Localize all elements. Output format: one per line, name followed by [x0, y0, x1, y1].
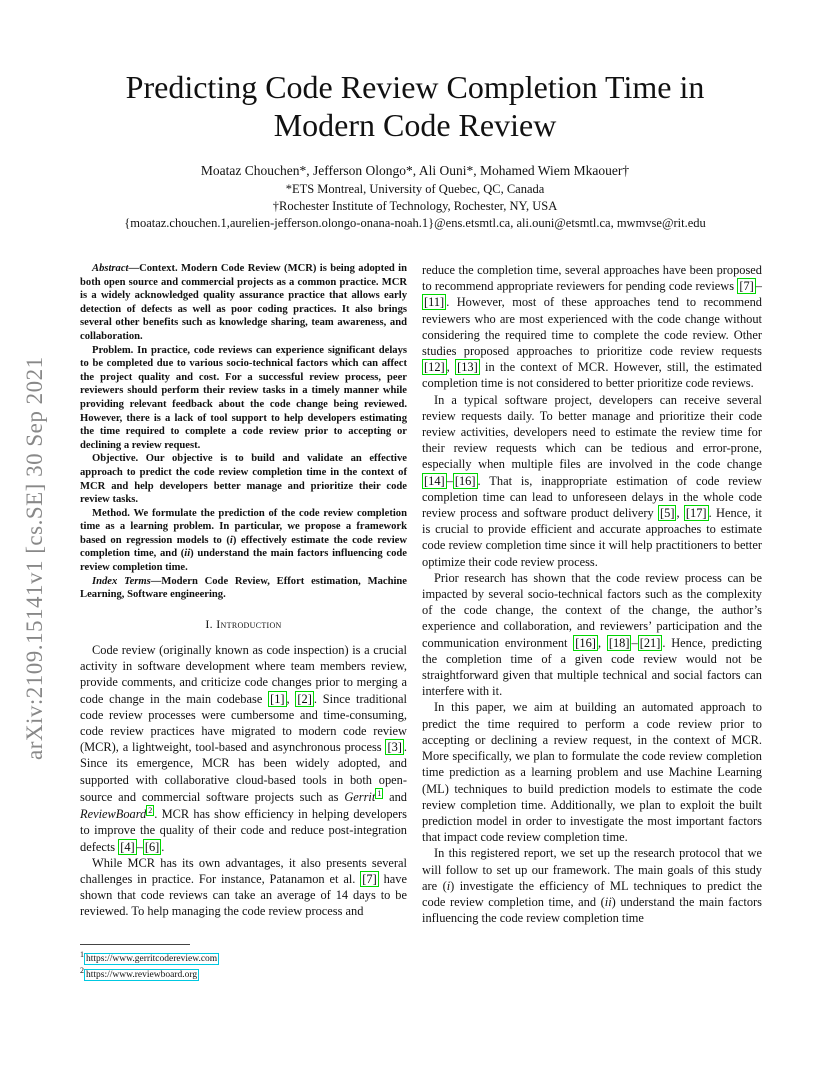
introduction-left	[80, 642, 407, 920]
citation-link[interactable]: [3]	[387, 740, 402, 755]
abstract-objective: Objective. Our objective is to build and validate an effective approach to predict the code review completion time in the context of MCR and help developers better manage and prioritize their code review tasks.	[80, 453, 407, 506]
citation-link[interactable]: [7]	[739, 279, 754, 294]
citation-link[interactable]: [5]	[660, 506, 675, 521]
index-terms-label: Index Terms	[92, 575, 151, 587]
citation-link[interactable]: [16]	[575, 635, 596, 650]
citation-link[interactable]: [13]	[457, 360, 478, 375]
abstract-context: Abstract—Context. Modern Code Review (MCR) is being adopted in both open source and commercial projects as a common practice. MCR is a widely acknowledged quality assurance practice that allows early detection of defects as well as poor coding practices. It also brings several other benefits such as knowledge sharing, team awareness, and collaboration.	[80, 263, 407, 342]
abstract-method: Method. We formulate the prediction of the code review completion time as a learning problem. In particular, we propose a framework based on regression models to (i) effectively estimate the code review completion time, and (ii) understand the main factors influencing code review completion time.	[80, 507, 407, 574]
author-emails: {moataz.chouchen.1,aurelien-jefferson.olongo-onana-noah.1}@ens.etsmtl.ca, ali.ouni@etsmtl.ca, mwmvse@rit.edu	[124, 216, 706, 230]
footnote-link[interactable]: 2	[148, 806, 153, 816]
author-list: Moataz Chouchen*, Jefferson Olongo*, Ali Ouni*, Mohamed Wiem Mkaouer†	[200, 163, 630, 178]
abstract-label: Abstract	[92, 263, 129, 274]
citation-link[interactable]: [2]	[297, 691, 312, 706]
paper-title: Predicting Code Review Completion Time in Modern Code Review	[125, 69, 705, 143]
affiliation-rit: †Rochester Institute of Technology, Rochester, NY, USA	[272, 199, 558, 213]
affiliation-ets: *ETS Montreal, University of Quebec, QC, Canada	[285, 182, 545, 196]
footnotes	[80, 944, 410, 981]
footnote-link[interactable]: 1	[377, 788, 382, 798]
paragraph: In this paper, we aim at building an automated approach to predict the time required to perform a code review prior to accepting or declining a review request, in the context of MCR. More specifically, we plan to formulate the code review completion time prediction as a learning problem and use Machine Learning (ML) techniques to build prediction models to estimate the code review completion time. Additionally, we plan to exploit the built prediction model in order to investigate the most important factors that impact code review completion time.	[422, 700, 762, 845]
footnote-url-link[interactable]: https://www.gerritcodereview.com	[86, 954, 218, 965]
footnote-divider	[80, 944, 190, 945]
citation-link[interactable]: [18]	[608, 635, 630, 650]
paragraph: In a typical software project, developers can receive several review requests daily. To better manage and prioritize their code review activities, developers need to estimate the review time for their review requests which can be tedious and error-prone, especially when multiple files are involved in the code change [14] – [16] . That is, inappropriate estimation of code review completion time can lead to unforeseen delays in the whole code review process and software product delivery [5] , [17] . Hence, it is crucial to provide efficient and accurate approaches to estimate code review completion time since it will help practitioners to better optimize their code review process.	[422, 392, 762, 569]
left-column	[80, 262, 407, 920]
paragraph: Code review (originally known as code inspection) is a crucial activity in software development where team members review, provide comments, and criticize code changes prior to merging a code change in the main codebase [1] , [2] . Since traditional code review processes were cumbersome and time-consuming, code review practices have migrated to modern code review (MCR), a lightweight, tool-based and asynchronous process [3] . Since its emergence, MCR has been widely adopted, and supported with collaborative cloud-based tools in both open-source and commercial software projects such as Gerrit $^1$ and ReviewBoard $^2$ . MCR has show efficiency in helping developers to improve the quality of their code and reduce post-integration defects [4] – [6] .	[80, 642, 407, 854]
footnote-item: $^2$ https://www.reviewboard.org	[80, 966, 198, 981]
arxiv-stamp: arXiv:2109.15141v1 [cs.SE] 30 Sep 2021	[22, 356, 47, 760]
citation-link[interactable]: [14]	[424, 473, 445, 488]
abstract-problem: Problem. In practice, code reviews can experience significant delays to be completed due to various socio-technical factors which can affect the project quality and cost. For a successful review process, peer reviewers should perform their review tasks in a timely manner while providing relevant feedback about the code change being reviewed. However, there is a lack of tool support to help developers estimating the time required to complete a code review prior to accepting or declining a review request.	[80, 344, 407, 451]
footnote-item: $^1$ https://www.gerritcodereview.com	[80, 950, 218, 965]
right-column	[422, 262, 762, 926]
citation-link[interactable]: [6]	[144, 839, 160, 854]
paragraph: In this registered report, we set up the research protocol that we will follow to set up our framework. The main goals of this study are (i) investigate the efficiency of ML techniques to predict the code review completion time, and (ii) understand the main factors influencing the code review completion time	[422, 846, 762, 926]
citation-link[interactable]: [11]	[424, 295, 445, 310]
citation-link[interactable]: [7]	[362, 872, 377, 887]
citation-link[interactable]: [21]	[639, 635, 661, 650]
index-terms: Index Terms—Modern Code Review, Effort estimation, Machine Learning, Software engineering.	[80, 575, 407, 601]
section-heading-introduction: I. Introduction	[205, 616, 282, 631]
citation-link[interactable]: [17]	[685, 506, 707, 521]
abstract	[80, 262, 407, 602]
citation-link[interactable]: [1]	[270, 691, 285, 706]
paragraph: reduce the completion time, several approaches have been proposed to recommend appropriate reviewers for pending code reviews [7] –[11] . However, most of these approaches tend to recommend reviewers who are most experienced with the code change without considering the required time to complete the code review. Other studies proposed approaches to prioritize code review requests [12] , [13] in the context of MCR. However, still, the estimated completion time is not considered to better prioritize code reviews.	[422, 263, 762, 391]
citation-link[interactable]: [16]	[454, 473, 476, 488]
citation-link[interactable]: [12]	[424, 360, 445, 375]
paragraph: Prior research has shown that the code review process can be impacted by several socio-technical factors such as the complexity of the code change, the context of the change, the author’s experience and collaboration, and reviewers’ participation and the communication environment [16] , [18] – [21] . Hence, predicting the completion time of a given code review would not be straightforward given that multiple technical and social factors can interfere with it.	[422, 570, 762, 699]
paragraph: While MCR has its own advantages, it also presents several challenges in practice. For instance, Patanamon et al. [7] have shown that code reviews can take an average of 14 days to be reviewed. To help managing the code review process and	[80, 855, 407, 919]
citation-link[interactable]: [4]	[120, 839, 135, 854]
footnote-url-link[interactable]: https://www.reviewboard.org	[86, 970, 198, 981]
